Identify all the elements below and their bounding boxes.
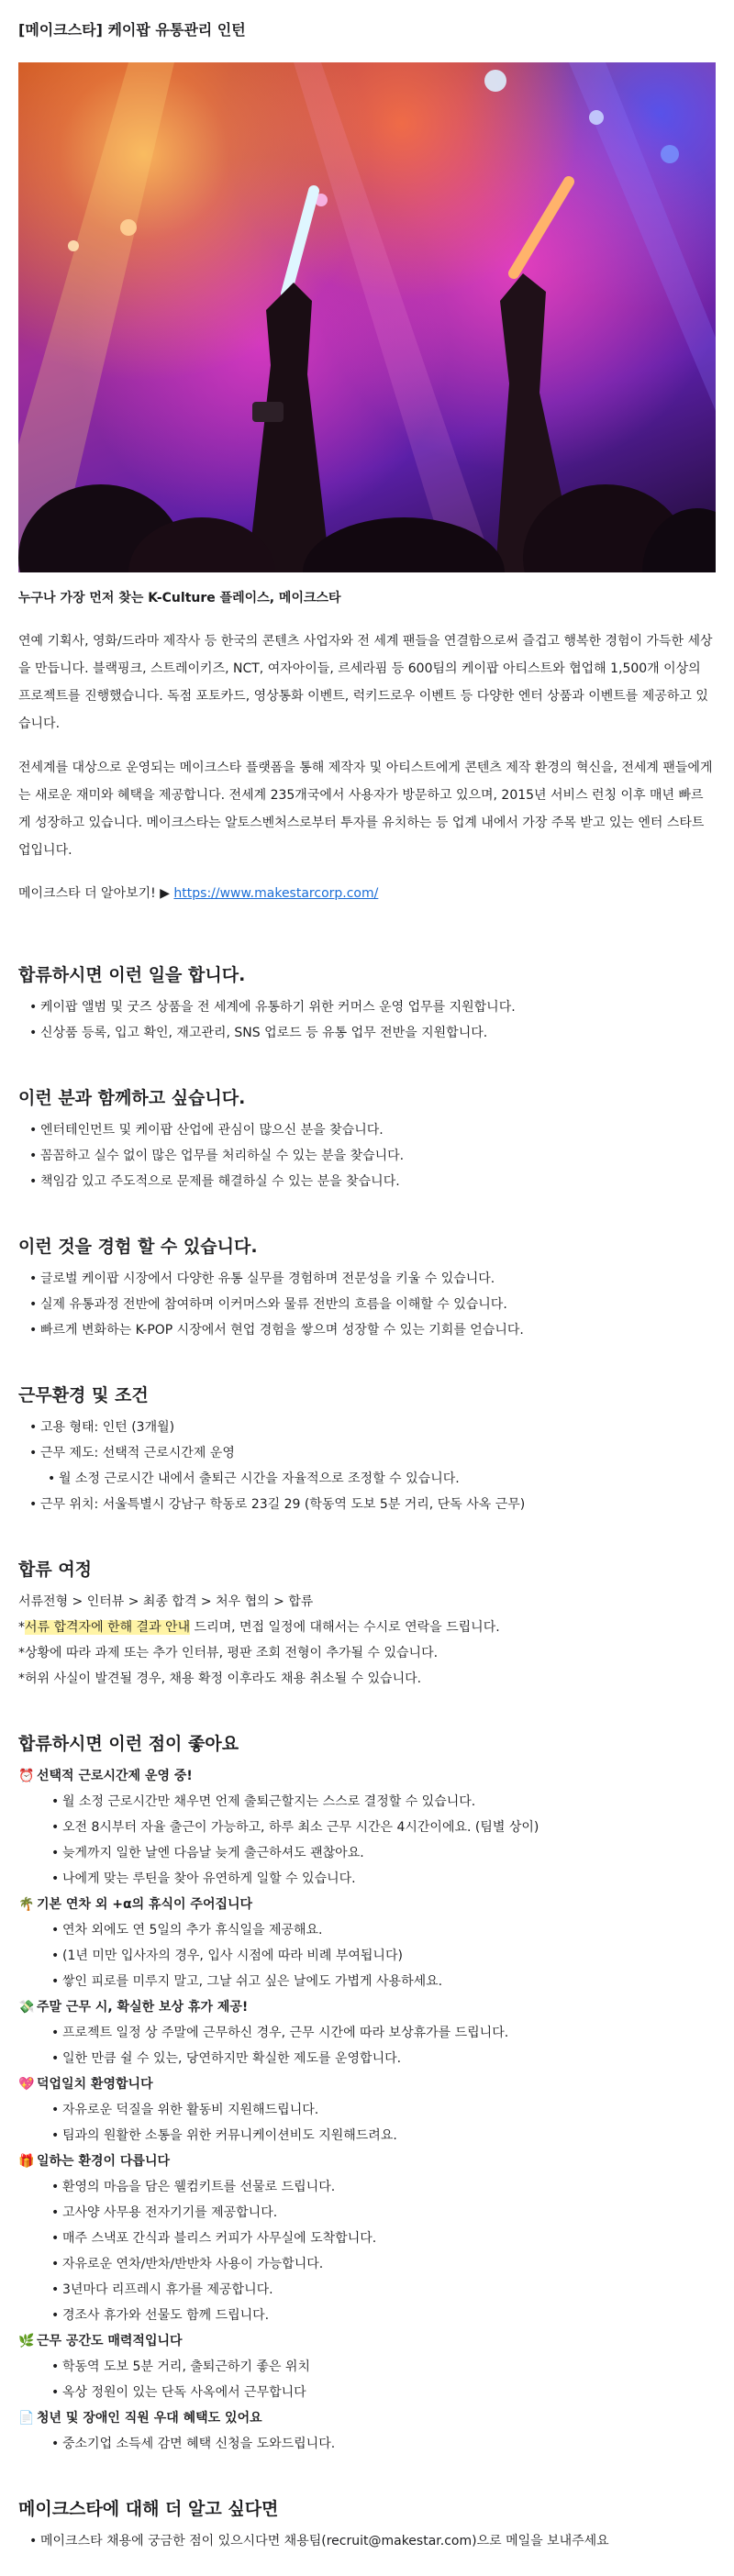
- benefit-heading-text: 일하는 환경이 다릅니다: [37, 2154, 170, 2169]
- list-item: • 늦게까지 일한 날엔 다음날 늦게 출근하셔도 괜찮아요.: [18, 1840, 716, 1866]
- benefit-heading-text: 청년 및 장애인 직원 우대 혜택도 있어요: [37, 2411, 262, 2426]
- benefit-items: [18, 2174, 716, 2328]
- experience-list: [18, 1266, 716, 1343]
- conditions-list-2: [18, 1492, 716, 1517]
- section-title-wanted: 이런 분과 함께하고 싶습니다.: [18, 1088, 246, 1108]
- list-item: • 프로젝트 일정 상 주말에 근무하신 경우, 근무 시간에 따라 보상휴가를 드립니다.: [18, 2020, 716, 2046]
- process-note-3: *허위 사실이 발견될 경우, 채용 확정 이후라도 채용 취소될 수 있습니다.: [18, 1671, 422, 1686]
- tagline: 누구나 가장 먼저 찾는 K-Culture 플레이스, 메이크스타: [18, 591, 341, 605]
- list-item: • 연차 외에도 연 5일의 추가 휴식일을 제공해요.: [18, 1917, 716, 1943]
- list-item: • 학동역 도보 5분 거리, 출퇴근하기 좋은 위치: [18, 2354, 716, 2380]
- contact-list: [18, 2528, 716, 2554]
- list-item: • 근무 제도: 선택적 근로시간제 운영: [18, 1440, 716, 1466]
- benefit-heading: [18, 1994, 716, 2020]
- hero-image: [18, 62, 716, 572]
- document-icon: 📄: [18, 2411, 35, 2426]
- benefit-items: [18, 2097, 716, 2149]
- list-item: • 매주 스낵포 간식과 블리스 커피가 사무실에 도착합니다.: [18, 2226, 716, 2251]
- gift-icon: 🎁: [18, 2154, 35, 2169]
- benefit-heading: [18, 2328, 716, 2354]
- list-item: • 3년마다 리프레시 휴가를 제공합니다.: [18, 2277, 716, 2303]
- list-item: • 팀과의 원활한 소통을 위한 커뮤니케이션비도 지원해드려요.: [18, 2123, 716, 2149]
- company-link[interactable]: https://www.makestarcorp.com/: [173, 886, 379, 901]
- wanted-list: [18, 1117, 716, 1194]
- alarm-clock-icon: ⏰: [18, 1769, 35, 1783]
- list-item: • 고용 형태: 인턴 (3개월): [18, 1415, 716, 1440]
- list-subitem: • (1년 미만 입사자의 경우, 입사 시점에 따라 비례 부여됩니다): [18, 1943, 716, 1969]
- list-item: • 중소기업 소득세 감면 혜택 신청을 도와드립니다.: [18, 2431, 716, 2457]
- duties-list: [18, 994, 716, 1046]
- list-item: • 고사양 사무용 전자기기를 제공합니다.: [18, 2200, 716, 2226]
- list-item: • 신상품 등록, 입고 확인, 재고관리, SNS 업로드 등 유통 업무 전반을 지원합니다.: [18, 1020, 716, 1046]
- benefit-subitems: [18, 1943, 716, 1969]
- note-prefix: *: [18, 1620, 25, 1635]
- benefit-heading-text: 선택적 근로시간제 운영 중!: [37, 1769, 193, 1783]
- list-item: • 월 소정 근로시간 내에서 출퇴근 시간을 자율적으로 조정할 수 있습니다.: [18, 1466, 716, 1492]
- benefit-heading-text: 주말 근무 시, 확실한 보상 휴가 제공!: [37, 2000, 249, 2015]
- heart-icon: 💖: [18, 2077, 35, 2092]
- benefit-items: [18, 2020, 716, 2071]
- benefit-heading: [18, 2405, 716, 2431]
- benefit-items: [18, 2431, 716, 2457]
- list-item: • 월 소정 근로시간만 채우면 언제 출퇴근할지는 스스로 결정할 수 있습니다.: [18, 1789, 716, 1815]
- list-item: • 나에게 맞는 루틴을 찾아 유연하게 일할 수 있습니다.: [18, 1866, 716, 1892]
- benefit-heading: [18, 1763, 716, 1789]
- palm-tree-icon: 🌴: [18, 1897, 35, 1912]
- list-item: • 자유로운 연차/반차/반반차 사용이 가능합니다.: [18, 2251, 716, 2277]
- list-item: • 자유로운 덕질을 위한 활동비 지원해드립니다.: [18, 2097, 716, 2123]
- more-info-line: [18, 881, 716, 906]
- list-subitem: • 일한 만큼 쉴 수 있는, 당연하지만 확실한 제도를 운영합니다.: [18, 2046, 716, 2071]
- note-rest: 드리며, 면접 일정에 대해서는 수시로 연락을 드립니다.: [194, 1620, 500, 1635]
- benefit-heading: [18, 2149, 716, 2174]
- conditions-sublist: [18, 1466, 716, 1492]
- benefit-items: [18, 1917, 716, 1994]
- list-item: • 메이크스타 채용에 궁금한 점이 있으시다면 채용팀(recruit@makestar.com)으로 메일을 보내주세요: [18, 2528, 716, 2554]
- list-item: • 케이팝 앨범 및 굿즈 상품을 전 세계에 유통하기 위한 커머스 운영 업무를 지원합니다.: [18, 994, 716, 1020]
- intro-paragraph-1: 연예 기획사, 영화/드라마 제작사 등 한국의 콘텐츠 사업자와 전 세계 팬들을 연결함으로써 즐겁고 행복한 경험이 가득한 세상을 만듭니다. 블랙핑크, 스트레이키즈, NCT, 여자아이들, 르세라핌 등 600팀의 케이팝 아티스트와 협업해 1,500개 이상의 프로젝트를 진행했습니다. 독점 포토카드, 영상통화 이벤트, 럭키드로우 이벤트 등 다양한 엔터 상품과 이벤트를 제공하고 있습니다.: [18, 634, 713, 731]
- benefit-heading-text: 근무 공간도 매력적입니다: [37, 2334, 183, 2348]
- list-item: • 경조사 휴가와 선물도 함께 드립니다.: [18, 2303, 716, 2328]
- benefit-items: [18, 2354, 716, 2405]
- benefit-subitems: [18, 2046, 716, 2071]
- page-title: [메이크스타] 케이팝 유통관리 인턴: [18, 21, 246, 39]
- herb-icon: 🌿: [18, 2334, 35, 2348]
- section-title-process: 합류 여정: [18, 1560, 93, 1580]
- intro-paragraph-2: 전세계를 대상으로 운영되는 메이크스타 플랫폼을 통해 제작자 및 아티스트에게 콘텐츠 제작 환경의 혁신을, 전세계 팬들에게는 새로운 재미와 혜택을 제공합니다. 전세계 235개국에서 사용자가 방문하고 있으며, 2015년 서비스 런칭 이후 매년 빠르게 성장하고 있습니다. 메이크스타는 알토스벤처스로부터 투자를 유치하는 등 업계 내에서 가장 주목 받고 있는 엔터 스타트업입니다.: [18, 761, 713, 858]
- list-item: • 옥상 정원이 있는 단독 사옥에서 근무합니다: [18, 2380, 716, 2405]
- list-item: • 엔터테인먼트 및 케이팝 산업에 관심이 많으신 분을 찾습니다.: [18, 1117, 716, 1143]
- benefit-items: [18, 1789, 716, 1892]
- benefit-heading: [18, 1892, 716, 1917]
- list-item: • 책임감 있고 주도적으로 문제를 해결하실 수 있는 분을 찾습니다.: [18, 1169, 716, 1194]
- benefits-list: [18, 1763, 716, 2457]
- process-note-2: *상황에 따라 과제 또는 추가 인터뷰, 평판 조회 전형이 추가될 수 있습니다.: [18, 1646, 439, 1660]
- process-note-1: [18, 1615, 716, 1640]
- highlighted-text: 서류 합격자에 한해 결과 안내: [25, 1620, 191, 1635]
- list-item: • 오전 8시부터 자율 출근이 가능하고, 하루 최소 근무 시간은 4시간이에요. (팀별 상이): [18, 1815, 716, 1840]
- list-item: • 환영의 마음을 담은 웰컴키트를 선물로 드립니다.: [18, 2174, 716, 2200]
- list-item: • 글로벌 케이팝 시장에서 다양한 유통 실무를 경험하며 전문성을 키울 수 있습니다.: [18, 1266, 716, 1292]
- benefit-heading-text: 기본 연차 외 +α의 휴식이 주어집니다: [37, 1897, 253, 1912]
- process-steps: 서류전형 > 인터뷰 > 최종 합격 > 처우 협의 > 합류: [18, 1594, 314, 1609]
- section-title-contact: 메이크스타에 대해 더 알고 싶다면: [18, 2499, 279, 2519]
- more-label: 메이크스타 더 알아보기! ▶: [18, 886, 174, 901]
- list-item: • 근무 위치: 서울특별시 강남구 학동로 23길 29 (학동역 도보 5분 거리, 단독 사옥 근무): [18, 1492, 716, 1517]
- benefit-heading: [18, 2071, 716, 2097]
- list-item: • 실제 유통과정 전반에 참여하며 이커머스와 물류 전반의 흐름을 이해할 수 있습니다.: [18, 1292, 716, 1317]
- section-title-conditions: 근무환경 및 조건: [18, 1385, 149, 1405]
- money-wings-icon: 💸: [18, 2000, 35, 2015]
- conditions-list: [18, 1415, 716, 1466]
- benefit-heading-text: 덕업일치 환영합니다: [37, 2077, 153, 2092]
- section-title-duties: 합류하시면 이런 일을 합니다.: [18, 965, 246, 985]
- section-title-benefits: 합류하시면 이런 점이 좋아요: [18, 1734, 239, 1754]
- list-item: • 쌓인 피로를 미루지 말고, 그날 쉬고 싶은 날에도 가볍게 사용하세요.: [18, 1969, 716, 1994]
- list-item: • 꼼꼼하고 실수 없이 많은 업무를 처리하실 수 있는 분을 찾습니다.: [18, 1143, 716, 1169]
- section-title-experience: 이런 것을 경험 할 수 있습니다.: [18, 1237, 258, 1257]
- concert-illustration: [18, 62, 716, 572]
- list-item: • 빠르게 변화하는 K-POP 시장에서 현업 경험을 쌓으며 성장할 수 있는 기회를 얻습니다.: [18, 1317, 716, 1343]
